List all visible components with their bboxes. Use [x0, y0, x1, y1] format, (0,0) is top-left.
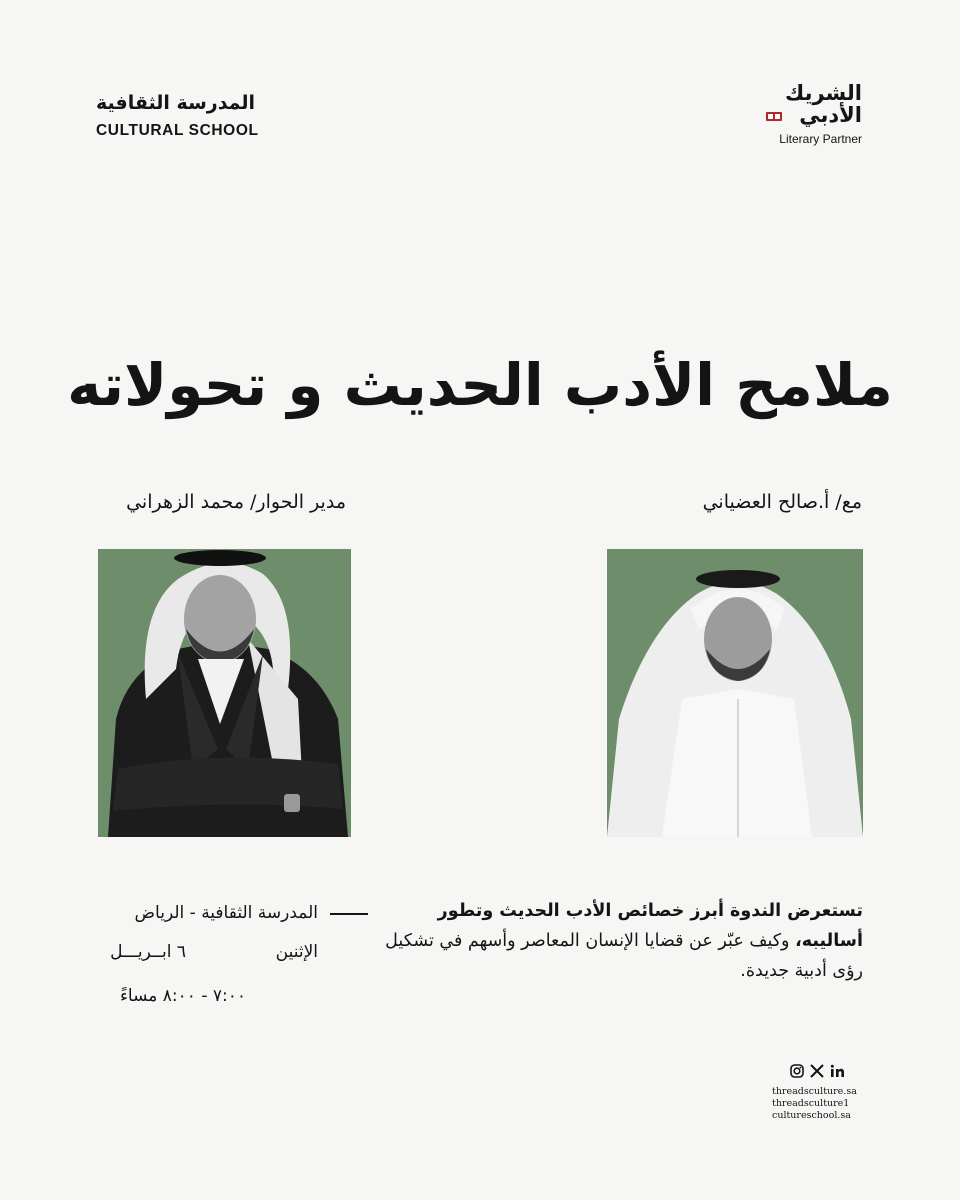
moderator-portrait-illustration	[98, 549, 351, 837]
event-time: ٧:٠٠ - ٨:٠٠ مساءً	[119, 986, 246, 1006]
guest-portrait-illustration	[607, 549, 863, 837]
social-icons	[790, 1064, 860, 1082]
moderator-caption: مدير الحوار/ محمد الزهراني	[126, 491, 346, 513]
literary-partner-logo	[762, 82, 862, 156]
handle-x[interactable]: threadsculture1	[772, 1098, 850, 1109]
description-lead: تستعرض الندوة أبرز خصائص الأدب الحديث وتطور أساليبه،	[437, 901, 863, 951]
book-icon	[766, 111, 782, 122]
partner-name-line2: الأدبي	[799, 103, 862, 127]
guest-photo	[607, 549, 863, 837]
handle-linkedin[interactable]: cultureschool.sa	[772, 1110, 851, 1121]
event-description	[380, 896, 863, 986]
event-venue: المدرسة الثقافية - الرياض	[134, 903, 318, 923]
description-body: وكيف عبّر عن قضايا الإنسان المعاصر وأسهم في تشكيل رؤى أدبية جديدة.	[385, 931, 863, 981]
cultural-school-logo	[96, 92, 266, 152]
handle-instagram[interactable]: threadsculture.sa	[772, 1086, 857, 1097]
event-date: ٦ ابــريـــل	[110, 942, 186, 962]
partner-name-line1: الشريك	[785, 81, 862, 105]
event-title: ملامح الأدب الحديث و تحولاته	[67, 351, 893, 419]
separator-line	[330, 913, 368, 915]
partner-label-english: Literary Partner	[779, 132, 862, 146]
event-day: الإثنين	[275, 942, 318, 962]
school-name-english: CULTURAL SCHOOL	[96, 122, 259, 139]
instagram-icon[interactable]	[790, 1064, 804, 1078]
x-icon[interactable]	[810, 1064, 824, 1078]
moderator-photo	[98, 549, 351, 837]
guest-caption: مع/ أ.صالح العضياني	[702, 491, 862, 513]
school-name-arabic: المدرسة الثقافية	[96, 92, 256, 114]
social-handles	[772, 1086, 882, 1122]
linkedin-icon[interactable]	[830, 1064, 845, 1078]
